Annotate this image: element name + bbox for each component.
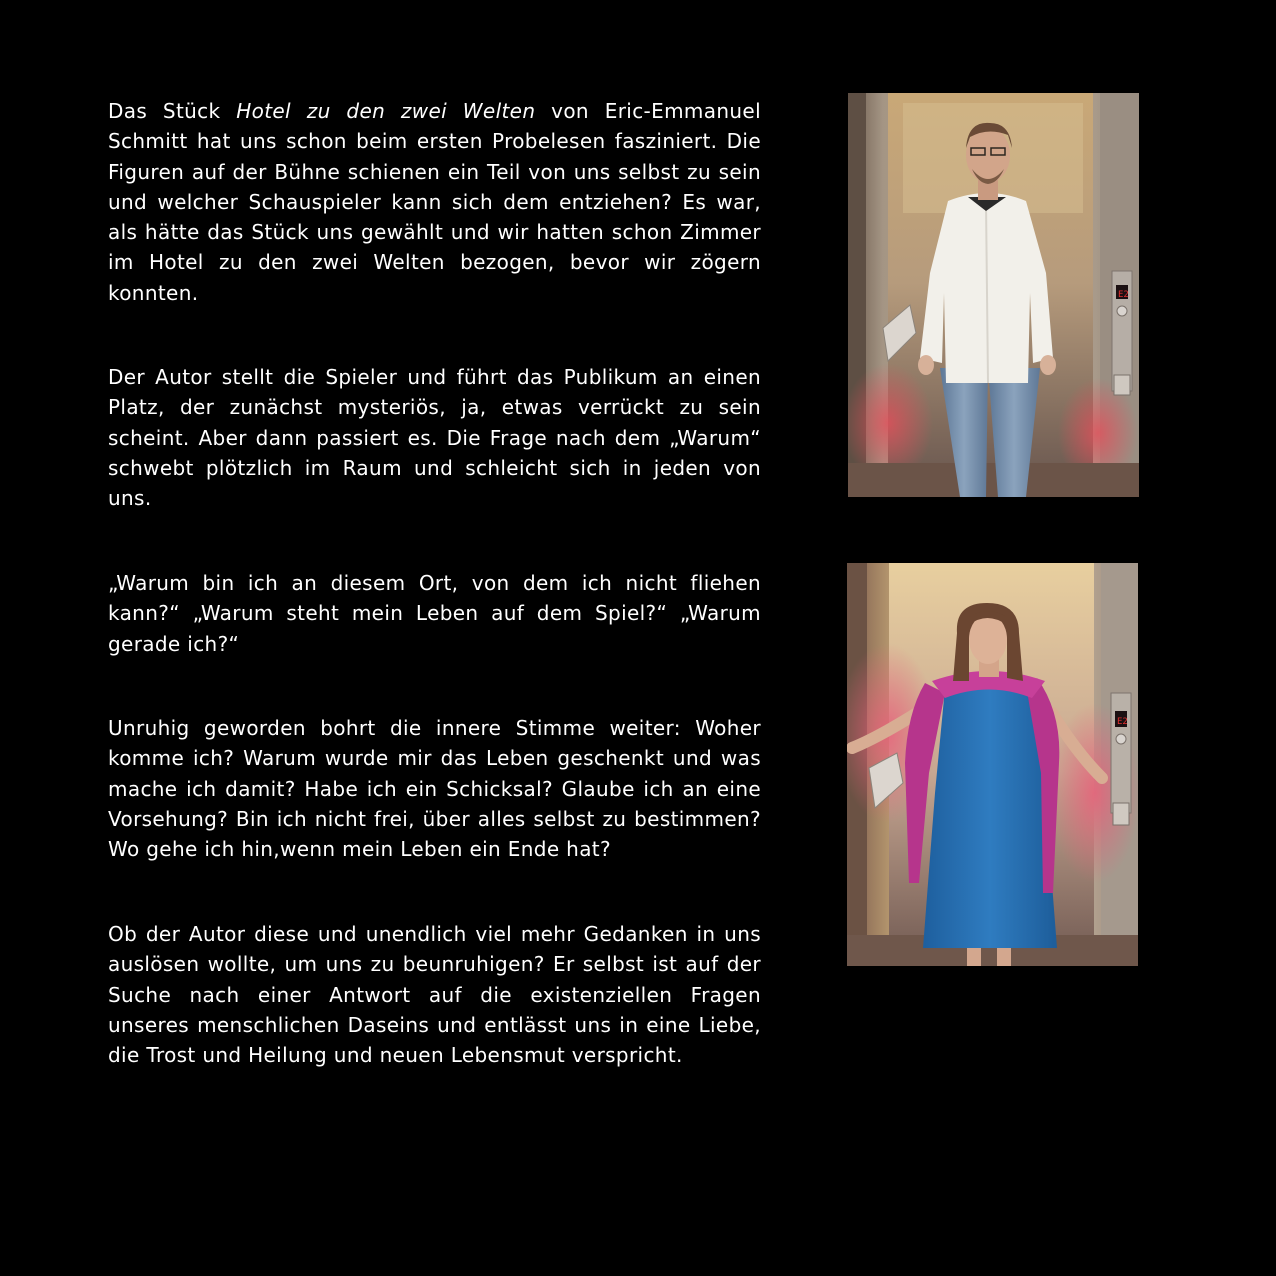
elevator-floor-display: E2 [1117,717,1128,727]
play-title: Hotel zu den zwei Welten [236,99,536,123]
elevator-floor-display: E2 [1118,290,1129,300]
paragraph-inner-voice: Unruhig geworden bohrt die innere Stimme weiter: Woher komme ich? Warum wurde mir das Leben geschenkt und was mache ich damit? Habe ich ein Schicksal? Glaube ich an eine Vorsehung? Bin ich nicht frei, über alles selbst zu bestimmen? Wo gehe ich hin,wenn mein Leben ein Ende hat? [108,716,761,862]
paragraph-conclusion: Ob der Autor diese und unendlich viel mehr Gedanken in uns auslösen wollte, um uns zu beunruhigen? Er selbst ist auf der Suche nach einer Antwort auf die existenziellen Fragen unseres menschlichen Daseins und entlässt uns in eine Liebe, die Trost und Heilung und neuen Lebensmut verspricht. [108,922,761,1068]
paragraph-questions: „Warum bin ich an diesem Ort, von dem ich nicht fliehen kann?“ „Warum steht mein Leben auf dem Spiel?“ „Warum gerade ich?“ [108,571,761,656]
photo-man-in-elevator [848,93,1139,497]
paragraph-author: Der Autor stellt die Spieler und führt das Publikum an einen Platz, der zunächst mysteriös, ja, etwas verrückt zu sein scheint. Aber dann passiert es. Die Frage nach dem „Warum“ schwebt plötzlich im Raum und schleicht sich in jeden von uns. [108,365,761,511]
photo-woman-in-elevator [847,563,1138,966]
paragraph-intro: Das Stück Hotel zu den zwei Welten von Eric-Emmanuel Schmitt hat uns schon beim ersten Probelesen fasziniert. Die Figuren auf der Bühne schienen ein Teil von uns selbst zu sein und welcher Schauspieler kann sich dem entziehen? Es war, als hätte das Stück uns gewählt und wir hatten schon Zimmer im Hotel zu den zwei Welten bezogen, bevor wir zögern konnten. [108,99,761,305]
